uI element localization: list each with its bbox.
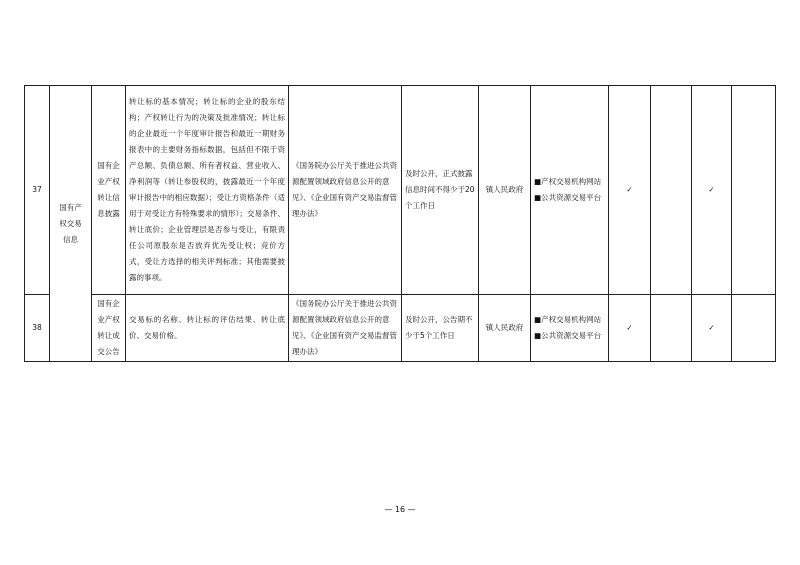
channel-item: ■产权交易机构网站 <box>534 315 602 324</box>
category-line: 权交易 <box>59 218 82 228</box>
item-cell: 国有企业产权转让信息披露 <box>92 86 126 295</box>
page-number: — 16 — <box>384 505 416 514</box>
row-number: 38 <box>25 295 50 362</box>
content-cell: 转让标的基本情况；转让标的企业的股东结构；产权转让行为的决策及批准情况；转让标的企业最近一个年度审计报告和最近一期财务报表中的主要财务指标数据，包括但不限于资产总额、负债总额、所有者权益、营业收入、净利润等（转让参股权的，披露最近一个年度审计报告中的相应数据）；受让方资格条件（适用于对受让方有特殊要求的情形）；交易条件、转让底价；企业管理层是否参与受让，有限责任公司原股东是否放弃优先受让权；竞价方式，受让方选择的相关评判标准；其他需要披露的事项。 <box>126 86 289 295</box>
subject-cell: 镇人民政府 <box>479 295 531 362</box>
checkmark-cell <box>651 86 692 295</box>
channel-cell <box>531 86 609 295</box>
content-cell: 交易标的名称、转让标的评估结果、转让底价、交易价格。 <box>126 295 289 362</box>
channel-cell <box>531 295 609 362</box>
row-number: 37 <box>25 86 50 295</box>
checkmark-cell: ✓ <box>609 86 651 295</box>
time-cell: 及时公开，公告期不少于5个工作日 <box>402 295 479 362</box>
channel-item: ■公共资源交易平台 <box>534 331 602 340</box>
channel-item: ■公共资源交易平台 <box>534 193 602 202</box>
checkmark-cell <box>651 295 692 362</box>
basis-cell: 《国务院办公厅关于推进公共资源配置领域政府信息公开的意见》、《企业国有资产交易监督管理办法》 <box>289 86 402 295</box>
basis-cell: 《国务院办公厅关于推进公共资源配置领域政府信息公开的意见》、《企业国有资产交易监督管理办法》 <box>289 295 402 362</box>
subject-cell: 镇人民政府 <box>479 86 531 295</box>
checkmark-cell <box>732 295 776 362</box>
channel-item: ■产权交易机构网站 <box>534 177 602 186</box>
table-row <box>25 86 776 295</box>
time-cell: 及时公开，正式披露信息时间不得少于20个工作日 <box>402 86 479 295</box>
disclosure-table <box>24 85 776 362</box>
category-cell <box>50 86 92 362</box>
checkmark-cell <box>732 86 776 295</box>
checkmark-cell: ✓ <box>692 86 732 295</box>
category-line: 信息 <box>63 234 78 244</box>
checkmark-cell: ✓ <box>692 295 732 362</box>
item-cell: 国有企业产权转让成交公告 <box>92 295 126 362</box>
category-line: 国有产 <box>59 202 82 212</box>
checkmark-cell: ✓ <box>609 295 651 362</box>
table-row <box>25 295 776 362</box>
